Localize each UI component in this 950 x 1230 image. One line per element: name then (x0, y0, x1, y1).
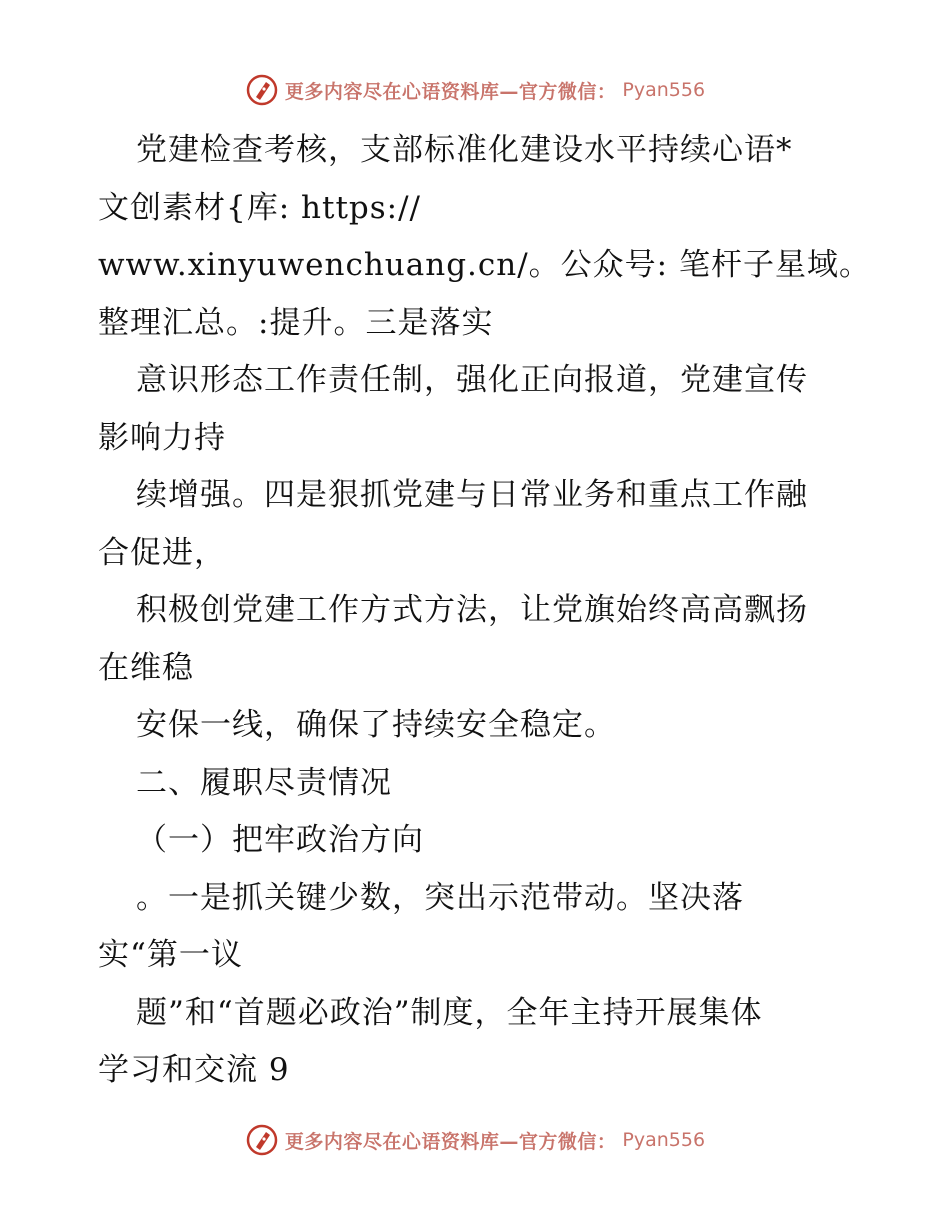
text-line: 题”和“首题必政治”制度，全年主持开展集体 (136, 994, 763, 1031)
text-line: （一）把牢政治方向 (136, 822, 424, 858)
text-line: 意识形态工作责任制，强化正向报道，党建宣传 (136, 362, 808, 398)
banner-wechat-handle: Pyan556 (622, 1129, 706, 1151)
footer-banner (0, 1120, 950, 1160)
text-line: 在维稳 (98, 649, 194, 686)
text-line: 学习和交流 9 (98, 1052, 290, 1088)
pen-nib-logo-icon (245, 73, 279, 107)
text-line: 实“第一议 (98, 937, 243, 973)
text-line: 合促进， (98, 534, 226, 571)
text-line: 续增强。四是狠抓党建与日常业务和重点工作融 (136, 477, 808, 513)
text-line: 党建检查考核，支部标准化建设水平持续心语* (136, 132, 793, 168)
text-line: 积极创党建工作方式方法，让党旗始终高高飘扬 (136, 592, 808, 628)
text-line: www.xinyuwenchuang.cn/。公众号: 笔杆子星域。 (98, 247, 871, 283)
header-banner (0, 70, 950, 110)
banner-wechat-handle: Pyan556 (622, 79, 706, 101)
text-line: 。一是抓关键少数，突出示范带动。坚决落 (136, 879, 744, 916)
text-line: 二、履职尽责情况 (136, 764, 392, 801)
document-body (98, 122, 878, 1100)
text-line: 影响力持 (98, 419, 226, 456)
text-line: 整理汇总。:提升。三是落实 (98, 304, 494, 341)
text-line: 文创素材{库: https:// (98, 189, 421, 226)
banner-text: 更多内容尽在心语资料库—官方微信： (284, 1130, 617, 1153)
pen-nib-logo-icon (245, 1123, 279, 1157)
text-line: 安保一线，确保了持续安全稳定。 (136, 707, 616, 743)
banner-text: 更多内容尽在心语资料库—官方微信： (284, 80, 617, 103)
